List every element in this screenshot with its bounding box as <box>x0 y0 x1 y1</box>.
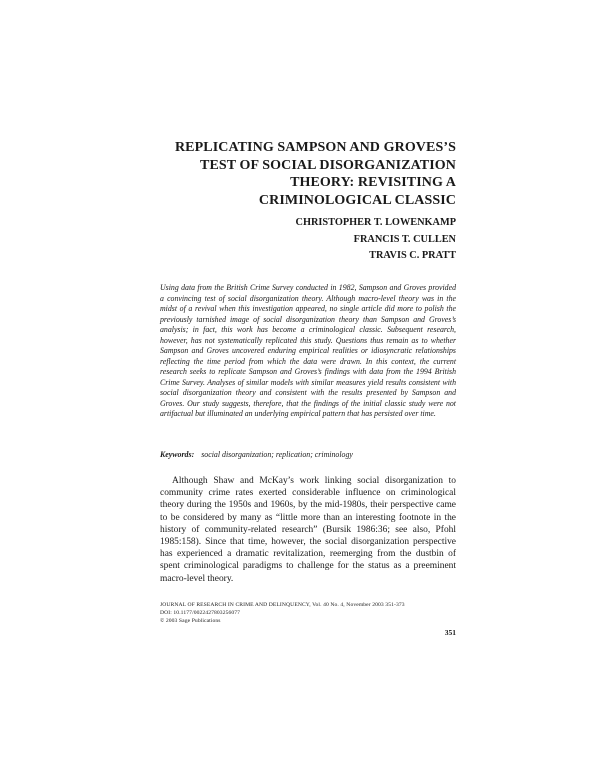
abstract: Using data from the British Crime Survey conducted in 1982, Sampson and Groves provided a convincing test of social disorganization theory. Although macro-level theory was in the midst of a revival when this investigation appeared, no single article did more to polish the previously tarnished image of social disorganization theory than Sampson and Groves’s analysis; in fact, this work has become a criminological classic. Subsequent research, however, has not systematically replicated this study. Questions thus remain as to whether Sampson and Groves uncovered enduring empirical realities or idiosyncratic relationships reflecting the time period from which the data were drawn. In this context, the current research seeks to replicate Sampson and Groves’s findings with data from the 1994 British Crime Survey. Analyses of similar models with similar measures yield results consistent with social disorganization theory and consistent with the results presented by Sampson and Groves. Our study suggests, therefore, that the findings of the initial classic study were not artifactual but illuminated an underlying empirical pattern that has persisted over time. <box>160 283 456 418</box>
journal-citation: JOURNAL OF RESEARCH IN CRIME AND DELINQUENCY, Vol. 40 No. 4, November 2003 351-373 <box>160 602 405 608</box>
author-name: TRAVIS C. PRATT <box>369 250 456 261</box>
copyright-line: © 2003 Sage Publications <box>160 617 221 624</box>
publication-footer <box>160 602 460 625</box>
title-line-3: THEORY: REVISITING A <box>290 175 456 190</box>
page-number: 351 <box>444 628 456 637</box>
author-name: FRANCIS T. CULLEN <box>353 233 456 245</box>
article-title <box>150 139 456 209</box>
keywords-label: Keywords: <box>160 450 195 459</box>
author-list <box>200 215 456 265</box>
title-line-2: TEST OF SOCIAL DISORGANIZATION <box>200 157 456 173</box>
title-line-1: REPLICATING SAMPSON AND GROVES’S <box>174 140 456 155</box>
keywords-list: social disorganization; replication; criminology <box>201 450 353 459</box>
doi-line: DOI: 10.1177/0022427803256077 <box>160 609 241 616</box>
keywords-line <box>160 449 456 460</box>
title-line-4: CRIMINOLOGICAL CLASSIC <box>258 192 456 208</box>
author-name: CHRISTOPHER T. LOWENKAMP <box>295 217 456 228</box>
body-paragraph: Although Shaw and McKay’s work linking social disorganization to community crime rates exerted considerable influence on criminological theory during the 1950s and 1960s, by the mid-1980s, their perspective came to be considered by many as “little more than an interesting footnote in the history of community-related research” (Bursik 1986:36; see also, Pfohl 1985:158). Since that time, however, the social disorganization perspective has experienced a dramatic revitalization, reemerging from the dustbin of spent criminological paradigms to challenge for the status as a preeminent macro-level theory. <box>160 476 456 584</box>
